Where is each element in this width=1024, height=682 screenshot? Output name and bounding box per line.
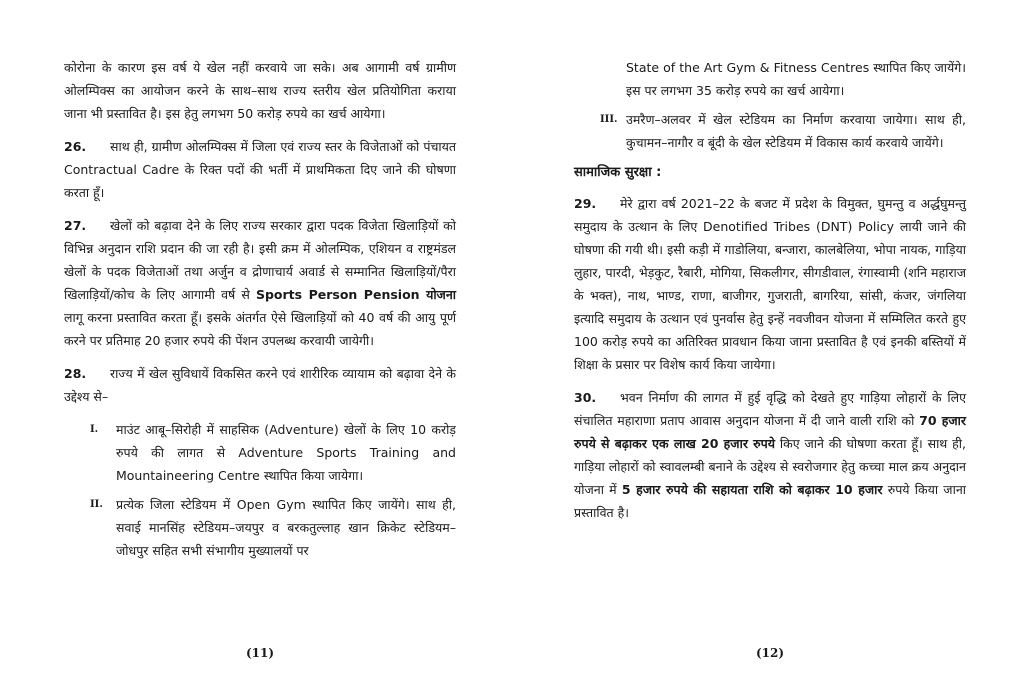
roman-numeral: III. <box>600 114 618 125</box>
page-number: (12) <box>755 646 785 660</box>
paragraph-intro: कोरोना के कारण इस वर्ष ये खेल नहीं करवाये जा सके। अब आगामी वर्ष ग्रामीण ओलम्पिक्स का आयोजन करने के साथ–साथ राज्य स्तरीय खेल प्रतियोगिता कराया जाना भी प्रस्तावित है। इस हेतु लगभग 50 करोड़ रुपये का खर्च आयेगा। <box>64 60 456 121</box>
paragraph-text: भवन निर्माण की लागत में हुई वृद्धि को देखते हुए गाड़िया लोहारों के लिए संचालित महाराणा प्रताप आवास अनुदान योजना में दी जाने वाली राशि को <box>574 390 966 428</box>
amount-bold: 70 हजार रुपये से बढ़ाकर एक लाख 20 हजार रुपये <box>574 413 966 451</box>
sub-item-text: माउंट आबू–सिरोही में साहसिक (Adventure) खेलों के लिए 10 करोड़ रुपये की लागत से Adventure Sports Training and Mountaineering Centre स्थापित किया जायेगा। <box>116 422 456 483</box>
page-number: (11) <box>245 646 275 660</box>
sub-item-text: उमरैण–अलवर में खेल स्टेडियम का निर्माण करवाया जायेगा। साथ ही, कुचामन–नागौर व बूंदी के खेल स्टेडियम में विकास कार्य करवाये जायेंगे। <box>626 112 966 150</box>
sub-item-i <box>64 418 456 487</box>
page-right-body <box>574 56 966 534</box>
sub-item-text: प्रत्येक जिला स्टेडियम में Open Gym स्थापित किए जायेंगे। साथ ही, सवाई मानसिंह स्टेडियम–जयपुर व बरकतुल्लाह खान क्रिकेट स्टेडियम–जोधपुर सहित सभी संभागीय मुख्यालयों पर <box>116 497 456 558</box>
roman-numeral: I. <box>90 424 99 435</box>
paragraph-28 <box>64 362 456 408</box>
paragraph-text: खेलों को बढ़ावा देने के लिए राज्य सरकार द्वारा पदक विजेता खिलाड़ियों को विभिन्न अनुदान राशि प्रदान की जा रही है। इसी क्रम में ओलम्पिक, एशियन व राष्ट्रमंडल खेलों के पदक विजेताओं तथा अर्जुन व द्रोणाचार्य अवार्ड से सम्मानित खिलाड़ियों/पैरा खिलाड़ियों/कोच के लिए आगामी वर्ष से <box>64 218 456 302</box>
paragraph-text: साथ ही, ग्रामीण ओलम्पिक्स में जिला एवं राज्य स्तर के विजेताओं को पंचायत Contractual Cadre के रिक्त पदों की भर्ती में प्राथमिकता दिए जाने की घोषणा करता हूँ। <box>64 139 456 200</box>
roman-numeral: II. <box>90 499 103 510</box>
paragraph-27 <box>64 214 456 352</box>
paragraph-26 <box>64 135 456 204</box>
page-left-body <box>64 56 456 568</box>
paragraph-text: लागू करना प्रस्तावित करता हूँ। इसके अंतर्गत ऐसे खिलाड़ियों को 40 वर्ष की आयु पूर्ण करने पर प्रतिमाह 20 हजार रुपये की पेंशन उपलब्ध करवायी जायेगी। <box>64 310 456 348</box>
amount-bold: 5 हजार रुपये की सहायता राशि को बढ़ाकर 10 हजार <box>621 482 883 497</box>
paragraph-number: 30. <box>574 390 597 405</box>
paragraph-number: 26. <box>64 139 87 154</box>
paragraph-number: 27. <box>64 218 87 233</box>
sub-item-iii <box>574 108 966 154</box>
paragraph-text: मेरे द्वारा वर्ष 2021–22 के बजट में प्रदेश के विमुक्त, घुमन्तु व अर्द्धघुमन्तु समुदाय के उत्थान के लिए Denotified Tribes (DNT) Policy लायी जाने की घोषणा की गयी थी। इसी कड़ी में गाडोलिया, बन्जारा, कालबेलिया, भोपा नायक, गाड़िया लुहार, पारदी, भेड़कुट, रैबारी, मोगिया, सिकलीगर, सीगडीवाल, रंगास्वामी (शनि महाराज के भक्त), नाथ, भाण्ड, राणा, बाजीगर, गुजराती, बागरिया, सांसी, कंजर, जंगलिया इत्यादि समुदाय के उत्थान एवं पुनर्वास हेतु इन्हें नवजीवन योजना में सम्मिलित करते हुए 100 करोड़ रुपये का अतिरिक्त प्रावधान किया जाना प्रस्तावित है एवं इनकी बस्तियों में शिक्षा के प्रसार पर विशेष कार्य किया जायेगा। <box>574 196 966 372</box>
sub-item-ii-continued <box>574 56 966 102</box>
paragraph-30 <box>574 386 966 524</box>
paragraph-text: रुपये किया जाना प्रस्तावित है। <box>574 482 966 520</box>
page-left <box>64 0 456 682</box>
paragraph-text: राज्य में खेल सुविधायें विकसित करने एवं शारीरिक व्यायाम को बढ़ावा देने के उद्देश्य से– <box>64 366 456 404</box>
sub-item-text: State of the Art Gym & Fitness Centres स्थापित किए जायेंगे। इस पर लगभग 35 करोड़ रुपये का खर्च आयेगा। <box>626 60 966 98</box>
page-right <box>574 0 966 682</box>
paragraph-text: किए जाने की घोषणा करता हूँ। साथ ही, गाड़िया लोहारों को स्वावलम्बी बनाने के उद्देश्य से स्वरोजगार हेतु कच्चा माल क्रय अनुदान योजना में <box>574 436 966 497</box>
sub-item-ii <box>64 493 456 562</box>
scheme-name-bold: Sports Person Pension योजना <box>255 287 457 302</box>
paragraph-29 <box>574 192 966 376</box>
section-heading: सामाजिक सुरक्षा : <box>574 165 662 180</box>
paragraph-number: 28. <box>64 366 87 381</box>
paragraph-number: 29. <box>574 196 597 211</box>
